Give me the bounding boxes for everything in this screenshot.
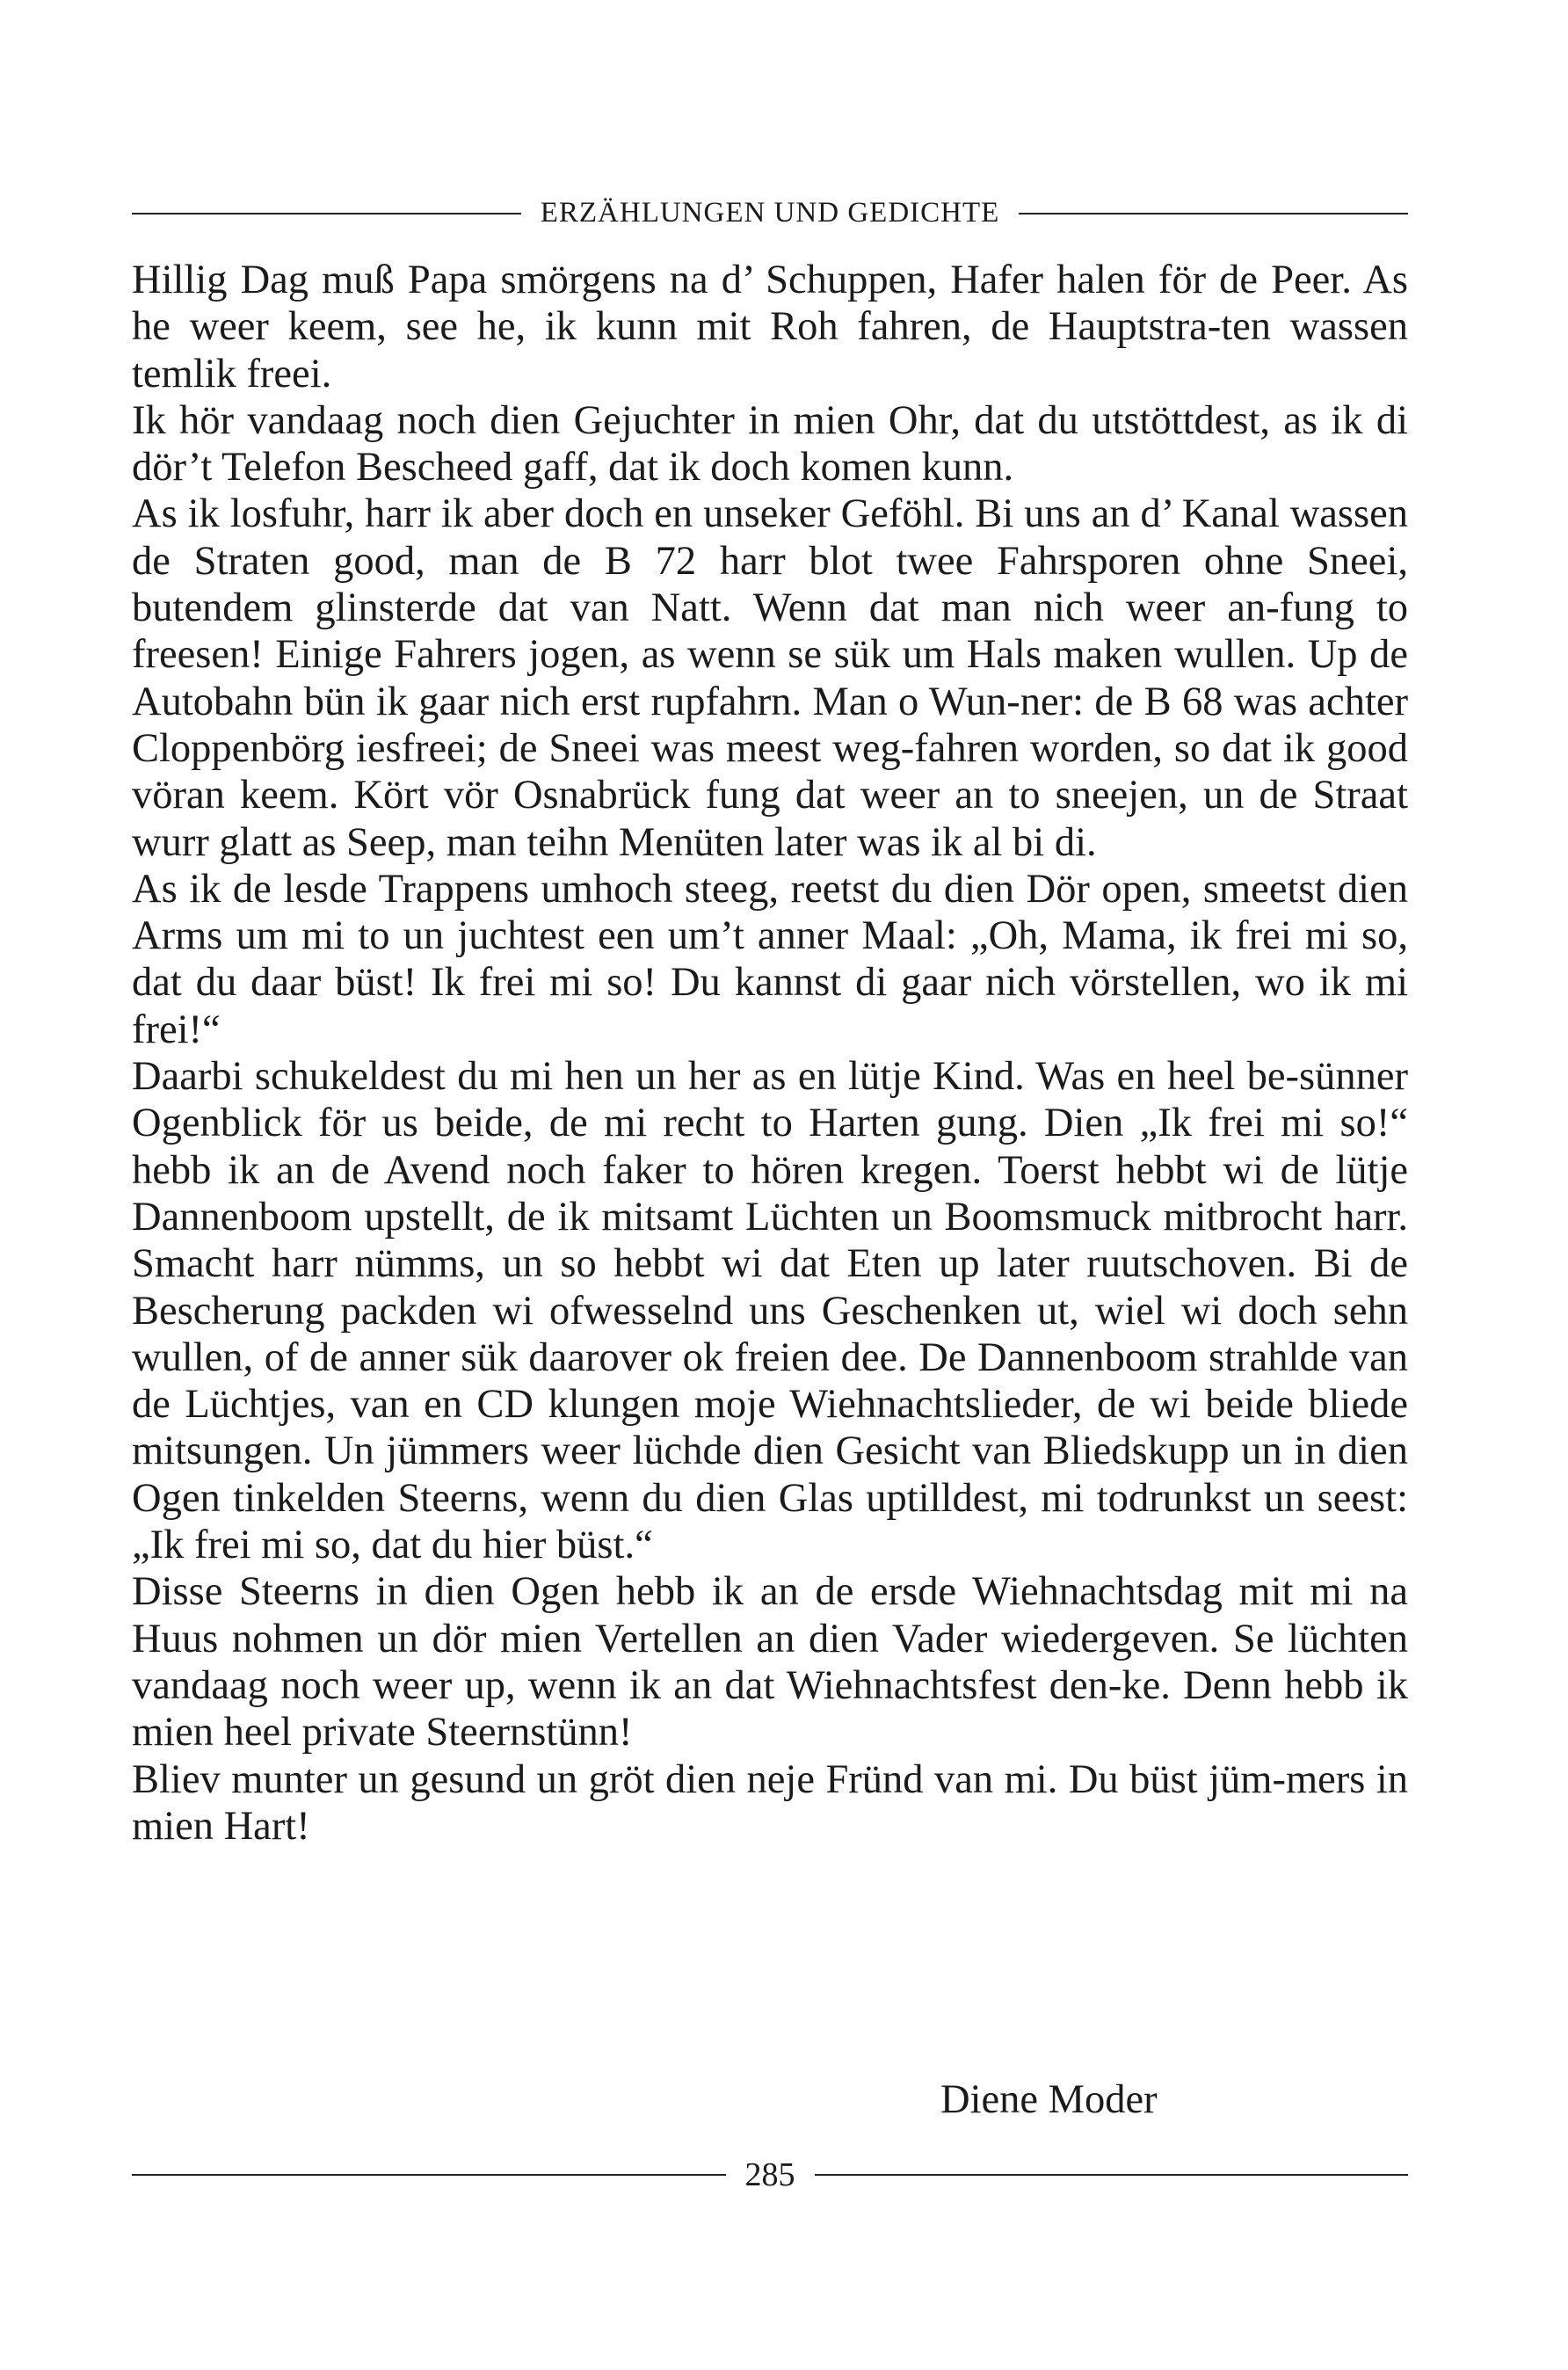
header-rule-right	[1019, 213, 1408, 214]
footer-rule-left	[132, 2174, 726, 2176]
page-footer	[132, 2158, 1408, 2192]
header-rule-left	[132, 213, 521, 214]
running-header	[132, 199, 1408, 228]
page-number: 285	[744, 2156, 795, 2193]
running-header-title: ERZÄHLUNGEN UND GEDICHTE	[540, 197, 1000, 229]
paragraph: Ik hör vandaag noch dien Gejuchter in mien Ohr, dat du utstöttdest, as ik di dör’t Telefon Bescheed gaff, dat ik doch komen kunn.	[132, 397, 1408, 491]
story-text	[132, 257, 1408, 1850]
paragraph: As ik de lesde Trappens umhoch steeg, reetst du dien Dör open, smeetst dien Arms um mi to un juchtest een um’t anner Maal: „Oh, Mama, ik frei mi so, dat du daar büst! Ik frei mi so! Du kannst di gaar nich vörstellen, wo ik mi frei!“	[132, 866, 1408, 1052]
letter-signature: Diene Moder	[940, 2077, 1158, 2122]
paragraph: As ik losfuhr, harr ik aber doch en unseker Geföhl. Bi uns an d’ Kanal wassen de Straten good, man de B 72 harr blot twee Fahrsporen ohne Sneei, butendem glinsterde dat van Natt. Wenn dat man nich weer an-fung to freesen! Einige Fahrers jogen, as wenn se sük um Hals maken wullen. Up de Autobahn bün ik gaar nich erst rupfahrn. Man o Wun-ner: de B 68 was achter Cloppenbörg iesfreei; de Sneei was meest weg-fahren worden, so dat ik good vöran keem. Kört vör Osnabrück fung dat weer an to sneejen, un de Straat wurr glatt as Seep, man teihn Menüten later was ik al bi di.	[132, 491, 1408, 865]
paragraph: Bliev munter un gesund un gröt dien neje Fründ van mi. Du büst jüm-mers in mien Hart!	[132, 1756, 1408, 1849]
paragraph: Daarbi schukeldest du mi hen un her as en lütje Kind. Was en heel be-sünner Ogenblick för us beide, de mi recht to Harten gung. Dien „Ik frei mi so!“ hebb ik an de Avend noch faker to hören kregen. Toerst hebbt wi de lütje Dannenboom upstellt, de ik mitsamt Lüchten un Boomsmuck mitbrocht harr. Smacht harr nümms, un so hebbt wi dat Eten up later ruutschoven. Bi de Bescherung packden wi ofwesselnd uns Geschenken ut, wiel wi doch sehn wullen, of de anner sük daarover ok freien dee. De Dannenboom strahlde van de Lüchtjes, van en CD klungen moje Wiehnachtslieder, de wi beide bliede mitsungen. Un jümmers weer lüchde dien Gesicht van Bliedskupp un in dien Ogen tinkelden Steerns, wenn du dien Glas uptilldest, mi todrunkst un seest: „Ik frei mi so, dat du hier büst.“	[132, 1054, 1408, 1568]
paragraph: Hillig Dag muß Papa smörgens na d’ Schuppen, Hafer halen för de Peer. As he weer keem, see he, ik kunn mit Roh fahren, de Hauptstra-ten wassen temlik freei.	[132, 258, 1408, 396]
footer-rule-right	[815, 2174, 1409, 2176]
paragraph: Disse Steerns in dien Ogen hebb ik an de ersde Wiehnachtsdag mit mi na Huus nohmen un dör mien Vertellen an dien Vader wiedergeven. Se lüchten vandaag noch weer up, wenn ik an dat Wiehnachtsfest den-ke. Denn hebb ik mien heel private Steernstünn!	[132, 1569, 1408, 1756]
